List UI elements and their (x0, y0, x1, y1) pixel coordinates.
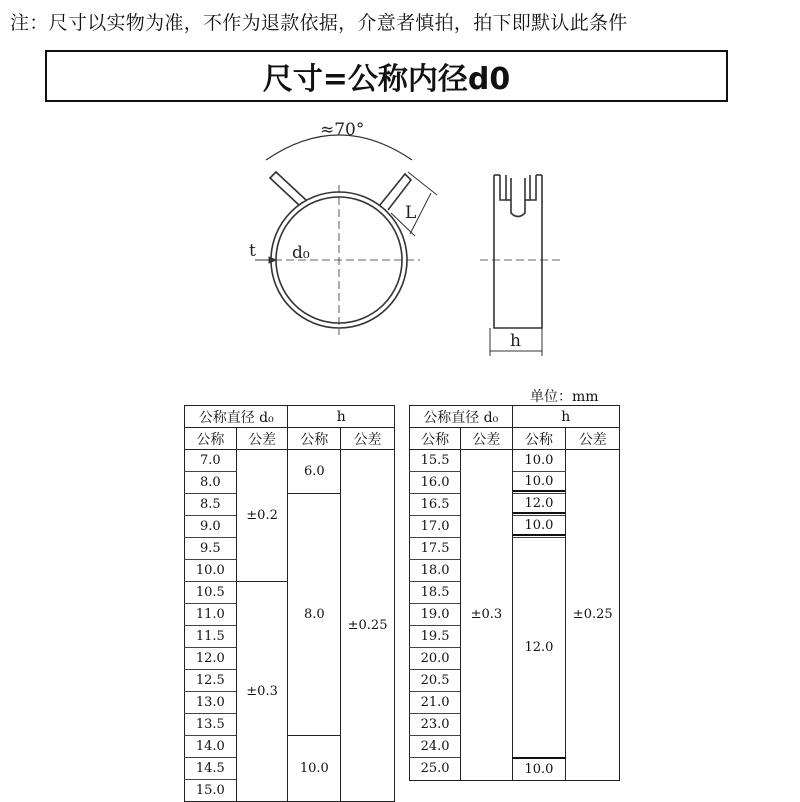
d0-cell: 11.5 (185, 626, 237, 648)
header-d0-tolerance: 公差 (236, 428, 288, 450)
header-h: h (512, 406, 620, 428)
h-cell: 6.0 (288, 450, 341, 494)
d0-cell: 17.5 (410, 538, 461, 560)
d0-cell: 10.5 (185, 582, 237, 604)
d0-label: d₀ (292, 243, 310, 263)
header-d0-nominal: 公称 (410, 428, 461, 450)
header-nominal-diameter: 公称直径 d₀ (185, 406, 288, 428)
header-d0-tolerance: 公差 (461, 428, 512, 450)
d0-cell: 16.5 (410, 494, 461, 516)
d0-cell: 14.0 (185, 736, 237, 758)
header-h-tolerance: 公差 (566, 428, 620, 450)
angle-label: ≈70° (320, 120, 365, 140)
clamp-drawing (0, 105, 800, 365)
d0-cell: 11.0 (185, 604, 237, 626)
spec-table-right (409, 405, 620, 781)
h-cell (512, 516, 566, 538)
d0-tol-cell: ±0.2 (236, 450, 288, 582)
h-tol-cell: ±0.25 (341, 450, 395, 802)
clamp-tab-left (270, 172, 306, 205)
d0-cell: 12.5 (185, 670, 237, 692)
h-cell (512, 494, 566, 516)
d0-cell: 24.0 (410, 736, 461, 758)
h-cell: 10.0 (288, 736, 341, 802)
h-tol-cell: ±0.25 (566, 450, 620, 781)
h-label: h (510, 331, 521, 351)
h-cell (512, 472, 566, 494)
h-value: 12.0 (513, 496, 566, 514)
header-nominal-diameter: 公称直径 d₀ (410, 406, 513, 428)
d0-cell: 14.5 (185, 758, 237, 780)
t-label: t (249, 241, 256, 261)
d0-cell: 7.0 (185, 450, 237, 472)
h-cell: 8.0 (288, 494, 341, 736)
d0-cell: 17.0 (410, 516, 461, 538)
d0-cell: 10.0 (185, 560, 237, 582)
d0-cell: 12.0 (185, 648, 237, 670)
d0-cell: 20.5 (410, 670, 461, 692)
spec-table-left (184, 405, 395, 802)
unit-label: 单位：mm (530, 389, 599, 405)
d0-cell: 9.0 (185, 516, 237, 538)
d0-cell: 16.0 (410, 472, 461, 494)
h-value: 10.0 (513, 474, 566, 492)
d0-cell: 13.5 (185, 714, 237, 736)
d0-cell: 18.0 (410, 560, 461, 582)
side-view-body (494, 175, 542, 328)
h-value: 10.0 (513, 518, 566, 536)
h-cell: 12.0 (512, 538, 566, 758)
d0-cell: 20.0 (410, 648, 461, 670)
d0-cell: 21.0 (410, 692, 461, 714)
d0-tol-cell: ±0.3 (236, 582, 288, 802)
header-d0-nominal: 公称 (185, 428, 237, 450)
d0-cell: 15.5 (410, 450, 461, 472)
d0-cell: 8.0 (185, 472, 237, 494)
disclaimer-note: 注：尺寸以实物为准，不作为退款依据，介意者慎拍，拍下即默认此条件 (10, 12, 628, 34)
d0-cell: 19.5 (410, 626, 461, 648)
header-h-nominal: 公称 (288, 428, 341, 450)
d0-cell: 9.5 (185, 538, 237, 560)
L-label: L (405, 203, 417, 223)
h-cell: 10.0 (512, 450, 566, 472)
d0-cell: 25.0 (410, 758, 461, 781)
header-h-tolerance: 公差 (341, 428, 395, 450)
d0-cell: 18.5 (410, 582, 461, 604)
h-cell: 10.0 (512, 758, 566, 781)
d0-cell: 19.0 (410, 604, 461, 626)
page-title: 尺寸=公称内径d0 (262, 62, 511, 97)
d0-tol-cell: ±0.3 (461, 450, 512, 781)
header-h-nominal: 公称 (512, 428, 566, 450)
header-h: h (288, 406, 395, 428)
d0-cell: 15.0 (185, 780, 237, 802)
d0-cell: 13.0 (185, 692, 237, 714)
d0-cell: 23.0 (410, 714, 461, 736)
title-box (45, 50, 728, 102)
d0-cell: 8.5 (185, 494, 237, 516)
